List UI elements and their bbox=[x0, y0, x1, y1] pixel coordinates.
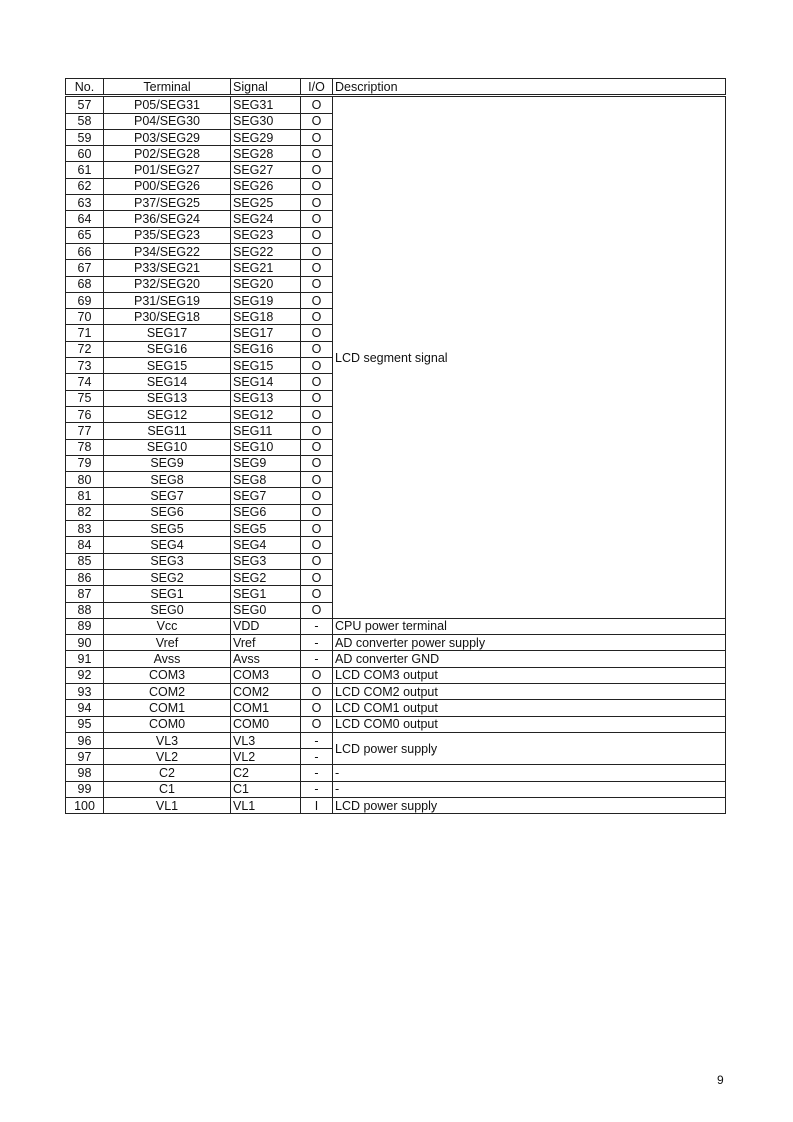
cell-io: O bbox=[301, 683, 333, 699]
cell-io: O bbox=[301, 521, 333, 537]
cell-io: O bbox=[301, 358, 333, 374]
cell-io: O bbox=[301, 700, 333, 716]
cell-terminal: SEG16 bbox=[104, 341, 231, 357]
table-row bbox=[66, 732, 726, 748]
cell-signal: SEG17 bbox=[231, 325, 301, 341]
cell-description: AD converter power supply bbox=[333, 635, 726, 651]
cell-no: 61 bbox=[66, 162, 104, 178]
cell-no: 92 bbox=[66, 667, 104, 683]
cell-no: 58 bbox=[66, 113, 104, 129]
cell-no: 79 bbox=[66, 455, 104, 471]
cell-no: 63 bbox=[66, 195, 104, 211]
cell-io: O bbox=[301, 178, 333, 194]
cell-no: 82 bbox=[66, 504, 104, 520]
cell-description: - bbox=[333, 781, 726, 797]
cell-terminal: P01/SEG27 bbox=[104, 162, 231, 178]
cell-no: 57 bbox=[66, 96, 104, 113]
cell-description: LCD COM0 output bbox=[333, 716, 726, 732]
cell-no: 72 bbox=[66, 341, 104, 357]
cell-terminal: Vref bbox=[104, 635, 231, 651]
cell-io: - bbox=[301, 765, 333, 781]
cell-no: 75 bbox=[66, 390, 104, 406]
cell-no: 68 bbox=[66, 276, 104, 292]
cell-signal: SEG18 bbox=[231, 309, 301, 325]
cell-signal: SEG8 bbox=[231, 472, 301, 488]
cell-io: O bbox=[301, 716, 333, 732]
cell-signal: SEG9 bbox=[231, 455, 301, 471]
cell-signal: COM3 bbox=[231, 667, 301, 683]
cell-no: 86 bbox=[66, 569, 104, 585]
cell-io: O bbox=[301, 488, 333, 504]
cell-no: 93 bbox=[66, 683, 104, 699]
cell-io: - bbox=[301, 781, 333, 797]
cell-no: 64 bbox=[66, 211, 104, 227]
header-signal: Signal bbox=[231, 79, 301, 96]
cell-description: LCD COM3 output bbox=[333, 667, 726, 683]
cell-no: 80 bbox=[66, 472, 104, 488]
cell-signal: SEG1 bbox=[231, 586, 301, 602]
cell-io: O bbox=[301, 292, 333, 308]
cell-no: 59 bbox=[66, 129, 104, 145]
table-row bbox=[66, 700, 726, 716]
cell-signal: VL1 bbox=[231, 798, 301, 814]
cell-io: O bbox=[301, 504, 333, 520]
cell-io: O bbox=[301, 227, 333, 243]
cell-no: 69 bbox=[66, 292, 104, 308]
cell-terminal: P03/SEG29 bbox=[104, 129, 231, 145]
cell-signal: COM0 bbox=[231, 716, 301, 732]
cell-io: O bbox=[301, 553, 333, 569]
cell-io: - bbox=[301, 732, 333, 748]
cell-terminal: C2 bbox=[104, 765, 231, 781]
cell-io: O bbox=[301, 162, 333, 178]
cell-io: O bbox=[301, 96, 333, 113]
cell-io: O bbox=[301, 374, 333, 390]
cell-no: 100 bbox=[66, 798, 104, 814]
cell-no: 84 bbox=[66, 537, 104, 553]
cell-no: 76 bbox=[66, 406, 104, 422]
cell-signal: SEG15 bbox=[231, 358, 301, 374]
table-row bbox=[66, 716, 726, 732]
cell-no: 74 bbox=[66, 374, 104, 390]
cell-terminal: SEG12 bbox=[104, 406, 231, 422]
cell-signal: SEG23 bbox=[231, 227, 301, 243]
cell-terminal: P36/SEG24 bbox=[104, 211, 231, 227]
cell-signal: SEG13 bbox=[231, 390, 301, 406]
cell-io: O bbox=[301, 537, 333, 553]
cell-terminal: COM1 bbox=[104, 700, 231, 716]
table-row bbox=[66, 798, 726, 814]
cell-io: - bbox=[301, 618, 333, 634]
cell-terminal: SEG14 bbox=[104, 374, 231, 390]
cell-terminal: P00/SEG26 bbox=[104, 178, 231, 194]
cell-signal: SEG5 bbox=[231, 521, 301, 537]
cell-no: 73 bbox=[66, 358, 104, 374]
cell-signal: SEG31 bbox=[231, 96, 301, 113]
cell-signal: SEG2 bbox=[231, 569, 301, 585]
cell-description: LCD segment signal bbox=[333, 96, 726, 619]
cell-io: O bbox=[301, 309, 333, 325]
cell-no: 87 bbox=[66, 586, 104, 602]
cell-terminal: COM2 bbox=[104, 683, 231, 699]
cell-terminal: P30/SEG18 bbox=[104, 309, 231, 325]
cell-description: LCD COM2 output bbox=[333, 683, 726, 699]
cell-terminal: SEG6 bbox=[104, 504, 231, 520]
table-row bbox=[66, 667, 726, 683]
cell-terminal: P37/SEG25 bbox=[104, 195, 231, 211]
cell-terminal: P31/SEG19 bbox=[104, 292, 231, 308]
cell-terminal: SEG9 bbox=[104, 455, 231, 471]
page-number: 9 bbox=[717, 1073, 724, 1087]
cell-terminal: SEG7 bbox=[104, 488, 231, 504]
cell-no: 70 bbox=[66, 309, 104, 325]
header-io: I/O bbox=[301, 79, 333, 96]
cell-terminal: P05/SEG31 bbox=[104, 96, 231, 113]
cell-no: 71 bbox=[66, 325, 104, 341]
cell-signal: SEG19 bbox=[231, 292, 301, 308]
cell-io: O bbox=[301, 602, 333, 618]
cell-signal: SEG27 bbox=[231, 162, 301, 178]
cell-io: O bbox=[301, 390, 333, 406]
cell-terminal: VL1 bbox=[104, 798, 231, 814]
cell-no: 95 bbox=[66, 716, 104, 732]
cell-terminal: SEG17 bbox=[104, 325, 231, 341]
table-row bbox=[66, 635, 726, 651]
cell-signal: SEG0 bbox=[231, 602, 301, 618]
table-body bbox=[66, 96, 726, 814]
cell-terminal: SEG0 bbox=[104, 602, 231, 618]
cell-terminal: Avss bbox=[104, 651, 231, 667]
cell-no: 94 bbox=[66, 700, 104, 716]
cell-terminal: SEG10 bbox=[104, 439, 231, 455]
cell-signal: SEG24 bbox=[231, 211, 301, 227]
cell-description: CPU power terminal bbox=[333, 618, 726, 634]
cell-terminal: P33/SEG21 bbox=[104, 260, 231, 276]
cell-no: 81 bbox=[66, 488, 104, 504]
cell-io: I bbox=[301, 798, 333, 814]
cell-no: 60 bbox=[66, 146, 104, 162]
table-row bbox=[66, 765, 726, 781]
cell-io: O bbox=[301, 243, 333, 259]
cell-no: 66 bbox=[66, 243, 104, 259]
cell-signal: COM1 bbox=[231, 700, 301, 716]
cell-signal: VDD bbox=[231, 618, 301, 634]
cell-terminal: P32/SEG20 bbox=[104, 276, 231, 292]
cell-io: O bbox=[301, 113, 333, 129]
cell-terminal: SEG11 bbox=[104, 423, 231, 439]
cell-no: 90 bbox=[66, 635, 104, 651]
cell-no: 88 bbox=[66, 602, 104, 618]
cell-signal: SEG25 bbox=[231, 195, 301, 211]
cell-terminal: P34/SEG22 bbox=[104, 243, 231, 259]
cell-no: 91 bbox=[66, 651, 104, 667]
cell-description: - bbox=[333, 765, 726, 781]
cell-terminal: SEG13 bbox=[104, 390, 231, 406]
cell-signal: SEG26 bbox=[231, 178, 301, 194]
cell-terminal: VL3 bbox=[104, 732, 231, 748]
cell-io: - bbox=[301, 651, 333, 667]
cell-signal: SEG10 bbox=[231, 439, 301, 455]
cell-io: O bbox=[301, 439, 333, 455]
table-row bbox=[66, 96, 726, 113]
cell-io: O bbox=[301, 455, 333, 471]
cell-signal: SEG30 bbox=[231, 113, 301, 129]
cell-terminal: Vcc bbox=[104, 618, 231, 634]
cell-no: 99 bbox=[66, 781, 104, 797]
cell-signal: SEG11 bbox=[231, 423, 301, 439]
cell-terminal: C1 bbox=[104, 781, 231, 797]
cell-signal: VL2 bbox=[231, 749, 301, 765]
cell-no: 62 bbox=[66, 178, 104, 194]
cell-signal: SEG16 bbox=[231, 341, 301, 357]
cell-terminal: VL2 bbox=[104, 749, 231, 765]
cell-no: 83 bbox=[66, 521, 104, 537]
cell-io: O bbox=[301, 586, 333, 602]
cell-io: O bbox=[301, 129, 333, 145]
table-header-row bbox=[66, 79, 726, 96]
cell-signal: SEG4 bbox=[231, 537, 301, 553]
cell-signal: SEG12 bbox=[231, 406, 301, 422]
cell-no: 77 bbox=[66, 423, 104, 439]
cell-signal: SEG22 bbox=[231, 243, 301, 259]
cell-signal: SEG14 bbox=[231, 374, 301, 390]
cell-io: O bbox=[301, 569, 333, 585]
cell-terminal: P35/SEG23 bbox=[104, 227, 231, 243]
cell-signal: COM2 bbox=[231, 683, 301, 699]
cell-terminal: P02/SEG28 bbox=[104, 146, 231, 162]
cell-signal: VL3 bbox=[231, 732, 301, 748]
cell-description: AD converter GND bbox=[333, 651, 726, 667]
header-terminal: Terminal bbox=[104, 79, 231, 96]
cell-no: 65 bbox=[66, 227, 104, 243]
cell-terminal: SEG1 bbox=[104, 586, 231, 602]
cell-description: LCD COM1 output bbox=[333, 700, 726, 716]
cell-signal: SEG6 bbox=[231, 504, 301, 520]
cell-terminal: SEG8 bbox=[104, 472, 231, 488]
cell-description: LCD power supply bbox=[333, 798, 726, 814]
cell-io: - bbox=[301, 635, 333, 651]
cell-terminal: COM0 bbox=[104, 716, 231, 732]
cell-no: 89 bbox=[66, 618, 104, 634]
cell-io: O bbox=[301, 325, 333, 341]
cell-io: O bbox=[301, 406, 333, 422]
table-row bbox=[66, 651, 726, 667]
cell-io: O bbox=[301, 260, 333, 276]
cell-signal: Avss bbox=[231, 651, 301, 667]
cell-no: 97 bbox=[66, 749, 104, 765]
cell-io: O bbox=[301, 276, 333, 292]
cell-signal: C2 bbox=[231, 765, 301, 781]
cell-description: LCD power supply bbox=[333, 732, 726, 765]
cell-io: - bbox=[301, 749, 333, 765]
cell-signal: SEG7 bbox=[231, 488, 301, 504]
cell-io: O bbox=[301, 146, 333, 162]
cell-no: 96 bbox=[66, 732, 104, 748]
cell-signal: Vref bbox=[231, 635, 301, 651]
cell-terminal: P04/SEG30 bbox=[104, 113, 231, 129]
cell-io: O bbox=[301, 667, 333, 683]
cell-no: 98 bbox=[66, 765, 104, 781]
cell-signal: SEG3 bbox=[231, 553, 301, 569]
cell-io: O bbox=[301, 423, 333, 439]
table-row bbox=[66, 618, 726, 634]
cell-io: O bbox=[301, 195, 333, 211]
cell-no: 67 bbox=[66, 260, 104, 276]
table-row bbox=[66, 781, 726, 797]
cell-terminal: COM3 bbox=[104, 667, 231, 683]
cell-io: O bbox=[301, 211, 333, 227]
cell-terminal: SEG5 bbox=[104, 521, 231, 537]
header-description: Description bbox=[333, 79, 726, 96]
cell-terminal: SEG2 bbox=[104, 569, 231, 585]
cell-signal: SEG29 bbox=[231, 129, 301, 145]
cell-terminal: SEG15 bbox=[104, 358, 231, 374]
table-row bbox=[66, 683, 726, 699]
cell-io: O bbox=[301, 472, 333, 488]
cell-signal: C1 bbox=[231, 781, 301, 797]
pin-description-table bbox=[65, 78, 726, 814]
cell-signal: SEG21 bbox=[231, 260, 301, 276]
header-no: No. bbox=[66, 79, 104, 96]
cell-no: 78 bbox=[66, 439, 104, 455]
cell-signal: SEG28 bbox=[231, 146, 301, 162]
cell-terminal: SEG3 bbox=[104, 553, 231, 569]
cell-signal: SEG20 bbox=[231, 276, 301, 292]
cell-terminal: SEG4 bbox=[104, 537, 231, 553]
cell-no: 85 bbox=[66, 553, 104, 569]
cell-io: O bbox=[301, 341, 333, 357]
